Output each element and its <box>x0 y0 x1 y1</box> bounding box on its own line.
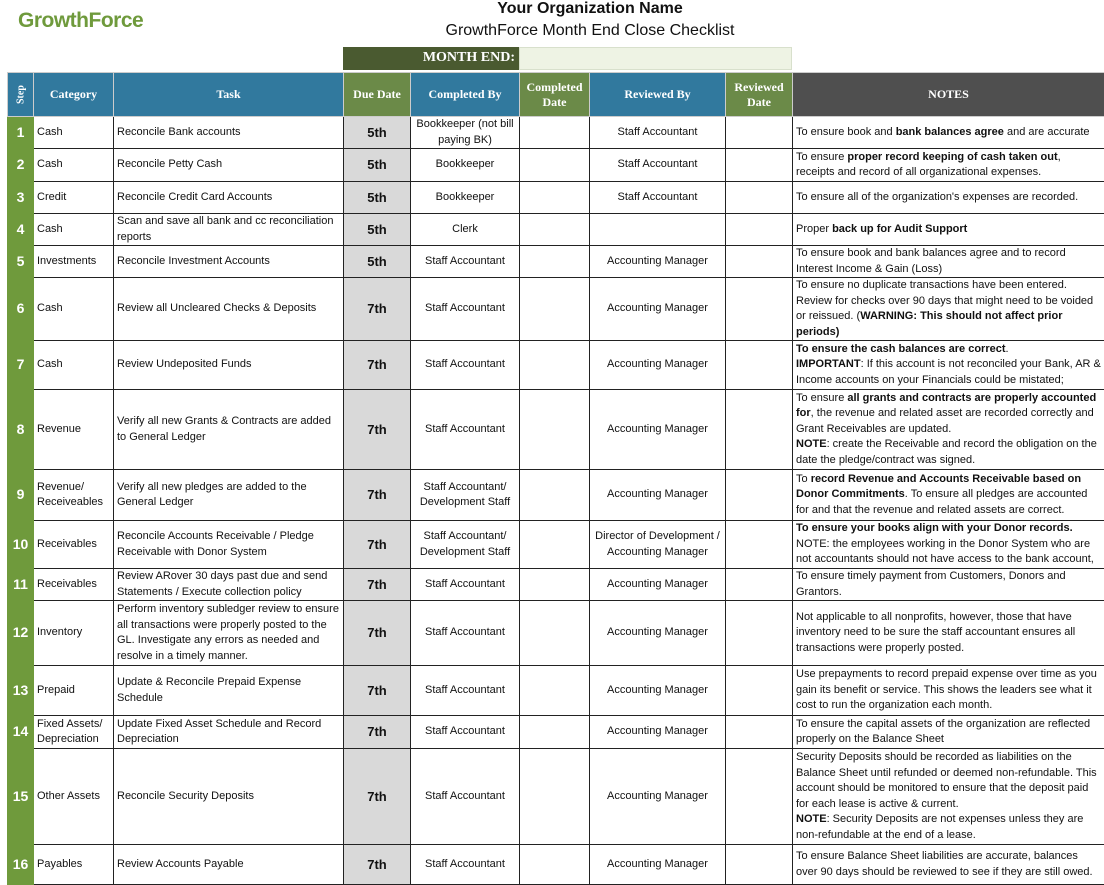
col-category: Category <box>34 73 114 117</box>
table-row <box>8 117 1104 149</box>
category-cell: Cash <box>34 117 114 149</box>
reviewed-date-cell[interactable] <box>726 117 793 149</box>
completed-by-cell: Staff Accountant <box>411 601 520 666</box>
notes-text: , the revenue and related asset are recorded correctly and Grant Receivables are updated. <box>796 407 1094 435</box>
reviewed-by-cell: Accounting Manager <box>590 246 726 278</box>
reviewed-by-cell: Staff Accountant <box>590 149 726 182</box>
notes-cell <box>793 666 1104 716</box>
completed-date-cell[interactable] <box>520 716 590 749</box>
completed-by-cell: Staff Accountant <box>411 749 520 845</box>
completed-date-cell[interactable] <box>520 246 590 278</box>
category-cell: Other Assets <box>34 749 114 845</box>
notes-bold-text: back up for Audit Support <box>832 223 967 235</box>
category-cell: Prepaid <box>34 666 114 716</box>
organization-name: Your Organization Name <box>410 0 770 18</box>
notes-text: NOTE: the employees working in the Donor System who are not accountants should not have access to the bank account, <box>796 538 1094 566</box>
notes-text: To ensure timely payment from Customers, Donors and Grantors. <box>796 570 1066 598</box>
notes-text: To ensure <box>796 151 847 163</box>
completed-date-cell[interactable] <box>520 470 590 521</box>
reviewed-date-cell[interactable] <box>726 521 793 569</box>
category-cell: Cash <box>34 149 114 182</box>
step-number: 16 <box>8 845 34 885</box>
due-date-cell: 7th <box>344 716 411 749</box>
month-end-label: MONTH END: <box>343 47 519 70</box>
table-row <box>8 246 1104 278</box>
due-date-cell: 7th <box>344 569 411 601</box>
due-date-cell: 7th <box>344 341 411 390</box>
completed-by-cell: Bookkeeper <box>411 149 520 182</box>
reviewed-date-cell[interactable] <box>726 569 793 601</box>
task-cell: Update & Reconcile Prepaid Expense Schedule <box>114 666 344 716</box>
notes-cell <box>793 601 1104 666</box>
reviewed-by-cell: Accounting Manager <box>590 845 726 885</box>
notes-text: To ensure book and <box>796 126 896 138</box>
completed-by-cell: Staff Accountant <box>411 341 520 390</box>
notes-bold-text: NOTE <box>796 813 827 825</box>
step-number: 13 <box>8 666 34 716</box>
task-cell: Reconcile Accounts Receivable / Pledge Receivable with Donor System <box>114 521 344 569</box>
completed-by-cell: Staff Accountant <box>411 278 520 341</box>
page-title: GrowthForce Month End Close Checklist <box>410 22 770 40</box>
step-number: 9 <box>8 470 34 521</box>
step-number: 6 <box>8 278 34 341</box>
due-date-cell: 7th <box>344 521 411 569</box>
step-number: 3 <box>8 182 34 214</box>
notes-bold-text: To ensure the cash balances are correct <box>796 343 1006 355</box>
step-number: 15 <box>8 749 34 845</box>
category-cell: Cash <box>34 214 114 246</box>
reviewed-by-cell: Accounting Manager <box>590 470 726 521</box>
due-date-cell: 5th <box>344 246 411 278</box>
task-cell: Review ARover 30 days past due and send Statements / Execute collection policy <box>114 569 344 601</box>
category-cell: Revenue <box>34 390 114 470</box>
completed-date-cell[interactable] <box>520 521 590 569</box>
notes-cell <box>793 521 1104 569</box>
notes-cell <box>793 569 1104 601</box>
reviewed-by-cell: Accounting Manager <box>590 666 726 716</box>
task-cell: Review Undeposited Funds <box>114 341 344 390</box>
notes-bold-text: NOTE <box>796 438 827 450</box>
notes-cell <box>793 470 1104 521</box>
reviewed-date-cell[interactable] <box>726 716 793 749</box>
reviewed-date-cell[interactable] <box>726 749 793 845</box>
notes-bold-text: bank balances agree <box>896 126 1004 138</box>
notes-cell <box>793 341 1104 390</box>
checklist-table <box>7 72 1104 885</box>
table-row <box>8 278 1104 341</box>
notes-text: To <box>796 473 811 485</box>
notes-cell <box>793 390 1104 470</box>
completed-by-cell: Staff Accountant <box>411 845 520 885</box>
growthforce-logo: GrowthForce <box>18 9 143 33</box>
step-number: 8 <box>8 390 34 470</box>
task-cell: Reconcile Bank accounts <box>114 117 344 149</box>
task-cell: Verify all new Grants & Contracts are added to General Ledger <box>114 390 344 470</box>
reviewed-by-cell: Accounting Manager <box>590 601 726 666</box>
notes-text: To ensure all of the organization's expenses are recorded. <box>796 191 1078 203</box>
task-cell: Review all Uncleared Checks & Deposits <box>114 278 344 341</box>
notes-text: Not applicable to all nonprofits, however, those that have inventory need to be sure the staff accountant ensures all transactions were properly posted. <box>796 611 1075 654</box>
reviewed-by-cell: Accounting Manager <box>590 390 726 470</box>
completed-by-cell: Staff Accountant <box>411 716 520 749</box>
completed-date-cell[interactable] <box>520 569 590 601</box>
step-number: 7 <box>8 341 34 390</box>
notes-text: . <box>1006 343 1009 355</box>
notes-cell <box>793 845 1104 885</box>
completed-date-cell[interactable] <box>520 601 590 666</box>
reviewed-date-cell[interactable] <box>726 601 793 666</box>
completed-by-cell: Staff Accountant <box>411 390 520 470</box>
notes-cell <box>793 149 1104 182</box>
notes-cell <box>793 278 1104 341</box>
reviewed-by-cell: Accounting Manager <box>590 749 726 845</box>
category-cell: Payables <box>34 845 114 885</box>
completed-by-cell: Staff Accountant/ Development Staff <box>411 521 520 569</box>
completed-by-cell: Clerk <box>411 214 520 246</box>
table-row <box>8 214 1104 246</box>
col-task: Task <box>114 73 344 117</box>
reviewed-date-cell[interactable] <box>726 246 793 278</box>
completed-by-cell: Staff Accountant <box>411 246 520 278</box>
task-cell: Update Fixed Asset Schedule and Record Depreciation <box>114 716 344 749</box>
completed-by-cell: Staff Accountant <box>411 666 520 716</box>
task-cell: Reconcile Credit Card Accounts <box>114 182 344 214</box>
reviewed-date-cell[interactable] <box>726 149 793 182</box>
notes-text: , receipts and record of all organizational expenses. <box>796 151 1061 179</box>
completed-by-cell: Staff Accountant/ Development Staff <box>411 470 520 521</box>
notes-text: Security Deposits should be recorded as liabilities on the Balance Sheet until refunded or deemed non-refundable. This account should be monitored to ensure that the deposit paid for each lease is active & current. <box>796 751 1097 810</box>
notes-text: . To ensure all pledges are accounted for and that the revenue and related assets are correct. <box>796 488 1087 516</box>
due-date-cell: 7th <box>344 749 411 845</box>
category-cell: Credit <box>34 182 114 214</box>
table-row <box>8 470 1104 521</box>
notes-bold-text: To ensure your books align with your Donor records. <box>796 522 1073 534</box>
reviewed-by-cell: Staff Accountant <box>590 182 726 214</box>
due-date-cell: 7th <box>344 601 411 666</box>
completed-date-cell[interactable] <box>520 341 590 390</box>
notes-text: To ensure Balance Sheet liabilities are accurate, balances over 90 days should be reviewed to see if they are still owed. <box>796 850 1093 878</box>
reviewed-date-cell[interactable] <box>726 182 793 214</box>
col-notes: NOTES <box>793 73 1104 117</box>
task-cell: Verify all new pledges are added to the General Ledger <box>114 470 344 521</box>
completed-date-cell[interactable] <box>520 390 590 470</box>
reviewed-by-cell <box>590 214 726 246</box>
due-date-cell: 5th <box>344 182 411 214</box>
col-reviewed-by: Reviewed By <box>590 73 726 117</box>
table-row <box>8 521 1104 569</box>
step-number: 11 <box>8 569 34 601</box>
task-cell: Review Accounts Payable <box>114 845 344 885</box>
reviewed-by-cell: Director of Development / Accounting Manager <box>590 521 726 569</box>
table-row <box>8 749 1104 845</box>
notes-text: : If this account is not reconciled your Bank, AR & Income accounts on your Financials could be mistated; <box>796 358 1101 386</box>
task-cell: Reconcile Petty Cash <box>114 149 344 182</box>
reviewed-date-cell[interactable] <box>726 278 793 341</box>
table-row <box>8 569 1104 601</box>
reviewed-date-cell[interactable] <box>726 390 793 470</box>
reviewed-date-cell[interactable] <box>726 214 793 246</box>
step-number: 5 <box>8 246 34 278</box>
col-step: Step <box>8 73 34 117</box>
notes-text: Proper <box>796 223 832 235</box>
reviewed-date-cell[interactable] <box>726 845 793 885</box>
task-cell: Scan and save all bank and cc reconciliation reports <box>114 214 344 246</box>
notes-bold-text: record Revenue and Accounts Receivable based on Donor Commitments <box>796 473 1081 501</box>
due-date-cell: 5th <box>344 214 411 246</box>
table-row <box>8 666 1104 716</box>
notes-cell <box>793 246 1104 278</box>
notes-text: Use prepayments to record prepaid expense over time as you gain its benefit or service. This shows the leaders see what it cost to run the organization each month. <box>796 668 1097 711</box>
step-number: 2 <box>8 149 34 182</box>
table-row <box>8 341 1104 390</box>
category-cell: Inventory <box>34 601 114 666</box>
due-date-cell: 7th <box>344 666 411 716</box>
notes-cell <box>793 182 1104 214</box>
reviewed-date-cell[interactable] <box>726 666 793 716</box>
completed-by-cell: Bookkeeper <box>411 182 520 214</box>
notes-bold-text: IMPORTANT <box>796 358 861 370</box>
completed-date-cell[interactable] <box>520 666 590 716</box>
reviewed-date-cell[interactable] <box>726 341 793 390</box>
reviewed-by-cell: Accounting Manager <box>590 716 726 749</box>
month-end-input[interactable] <box>519 47 792 70</box>
category-cell: Receivables <box>34 569 114 601</box>
category-cell: Cash <box>34 341 114 390</box>
table-row <box>8 845 1104 885</box>
notes-bold-text: proper record keeping of cash taken out <box>847 151 1057 163</box>
step-number: 12 <box>8 601 34 666</box>
completed-by-cell: Bookkeeper (not bill paying BK) <box>411 117 520 149</box>
completed-date-cell[interactable] <box>520 182 590 214</box>
notes-bold-text: all grants and contracts are properly accounted for <box>796 392 1096 420</box>
completed-date-cell[interactable] <box>520 845 590 885</box>
due-date-cell: 5th <box>344 149 411 182</box>
task-cell: Reconcile Investment Accounts <box>114 246 344 278</box>
notes-cell <box>793 214 1104 246</box>
table-row <box>8 390 1104 470</box>
col-completed-date: Completed Date <box>520 73 590 117</box>
due-date-cell: 5th <box>344 117 411 149</box>
notes-cell <box>793 716 1104 749</box>
reviewed-date-cell[interactable] <box>726 470 793 521</box>
notes-text: To ensure book and bank balances agree and to record Interest Income & Gain (Loss) <box>796 247 1066 275</box>
completed-date-cell[interactable] <box>520 214 590 246</box>
notes-text: To ensure no duplicate transactions have been entered. Review for checks over 90 days that might need to be voided or reissued. ( <box>796 279 1093 322</box>
due-date-cell: 7th <box>344 390 411 470</box>
completed-date-cell[interactable] <box>520 278 590 341</box>
step-number: 4 <box>8 214 34 246</box>
task-cell: Perform inventory subledger review to ensure all transactions were properly posted to the GL. Investigate any errors as needed and resolve in a timely manner. <box>114 601 344 666</box>
step-number: 10 <box>8 521 34 569</box>
due-date-cell: 7th <box>344 278 411 341</box>
notes-bold-text: WARNING: This should not affect prior periods) <box>796 310 1062 338</box>
table-row <box>8 716 1104 749</box>
notes-text: To ensure the capital assets of the organization are reflected properly on the Balance Sheet <box>796 718 1090 746</box>
reviewed-by-cell: Accounting Manager <box>590 278 726 341</box>
reviewed-by-cell: Accounting Manager <box>590 341 726 390</box>
due-date-cell: 7th <box>344 470 411 521</box>
table-row <box>8 182 1104 214</box>
category-cell: Revenue/ Receiveables <box>34 470 114 521</box>
notes-text: and are accurate <box>1004 126 1090 138</box>
category-cell: Cash <box>34 278 114 341</box>
completed-date-cell[interactable] <box>520 117 590 149</box>
completed-by-cell: Staff Accountant <box>411 569 520 601</box>
notes-text: To ensure <box>796 392 847 404</box>
notes-cell <box>793 117 1104 149</box>
category-cell: Receivables <box>34 521 114 569</box>
reviewed-by-cell: Staff Accountant <box>590 117 726 149</box>
notes-text: : create the Receivable and record the obligation on the date the pledge/contract was signed. <box>796 438 1097 466</box>
col-reviewed-date: Reviewed Date <box>726 73 793 117</box>
due-date-cell: 7th <box>344 845 411 885</box>
completed-date-cell[interactable] <box>520 749 590 845</box>
category-cell: Fixed Assets/ Depreciation <box>34 716 114 749</box>
table-row <box>8 149 1104 182</box>
notes-text: : Security Deposits are not expenses unless they are non-refundable at the end of a lease. <box>796 813 1083 841</box>
col-completed-by: Completed By <box>411 73 520 117</box>
step-number: 1 <box>8 117 34 149</box>
table-row <box>8 601 1104 666</box>
completed-date-cell[interactable] <box>520 149 590 182</box>
step-number: 14 <box>8 716 34 749</box>
col-due-date: Due Date <box>344 73 411 117</box>
reviewed-by-cell: Accounting Manager <box>590 569 726 601</box>
header-row <box>8 73 1104 117</box>
notes-cell <box>793 749 1104 845</box>
task-cell: Reconcile Security Deposits <box>114 749 344 845</box>
category-cell: Investments <box>34 246 114 278</box>
